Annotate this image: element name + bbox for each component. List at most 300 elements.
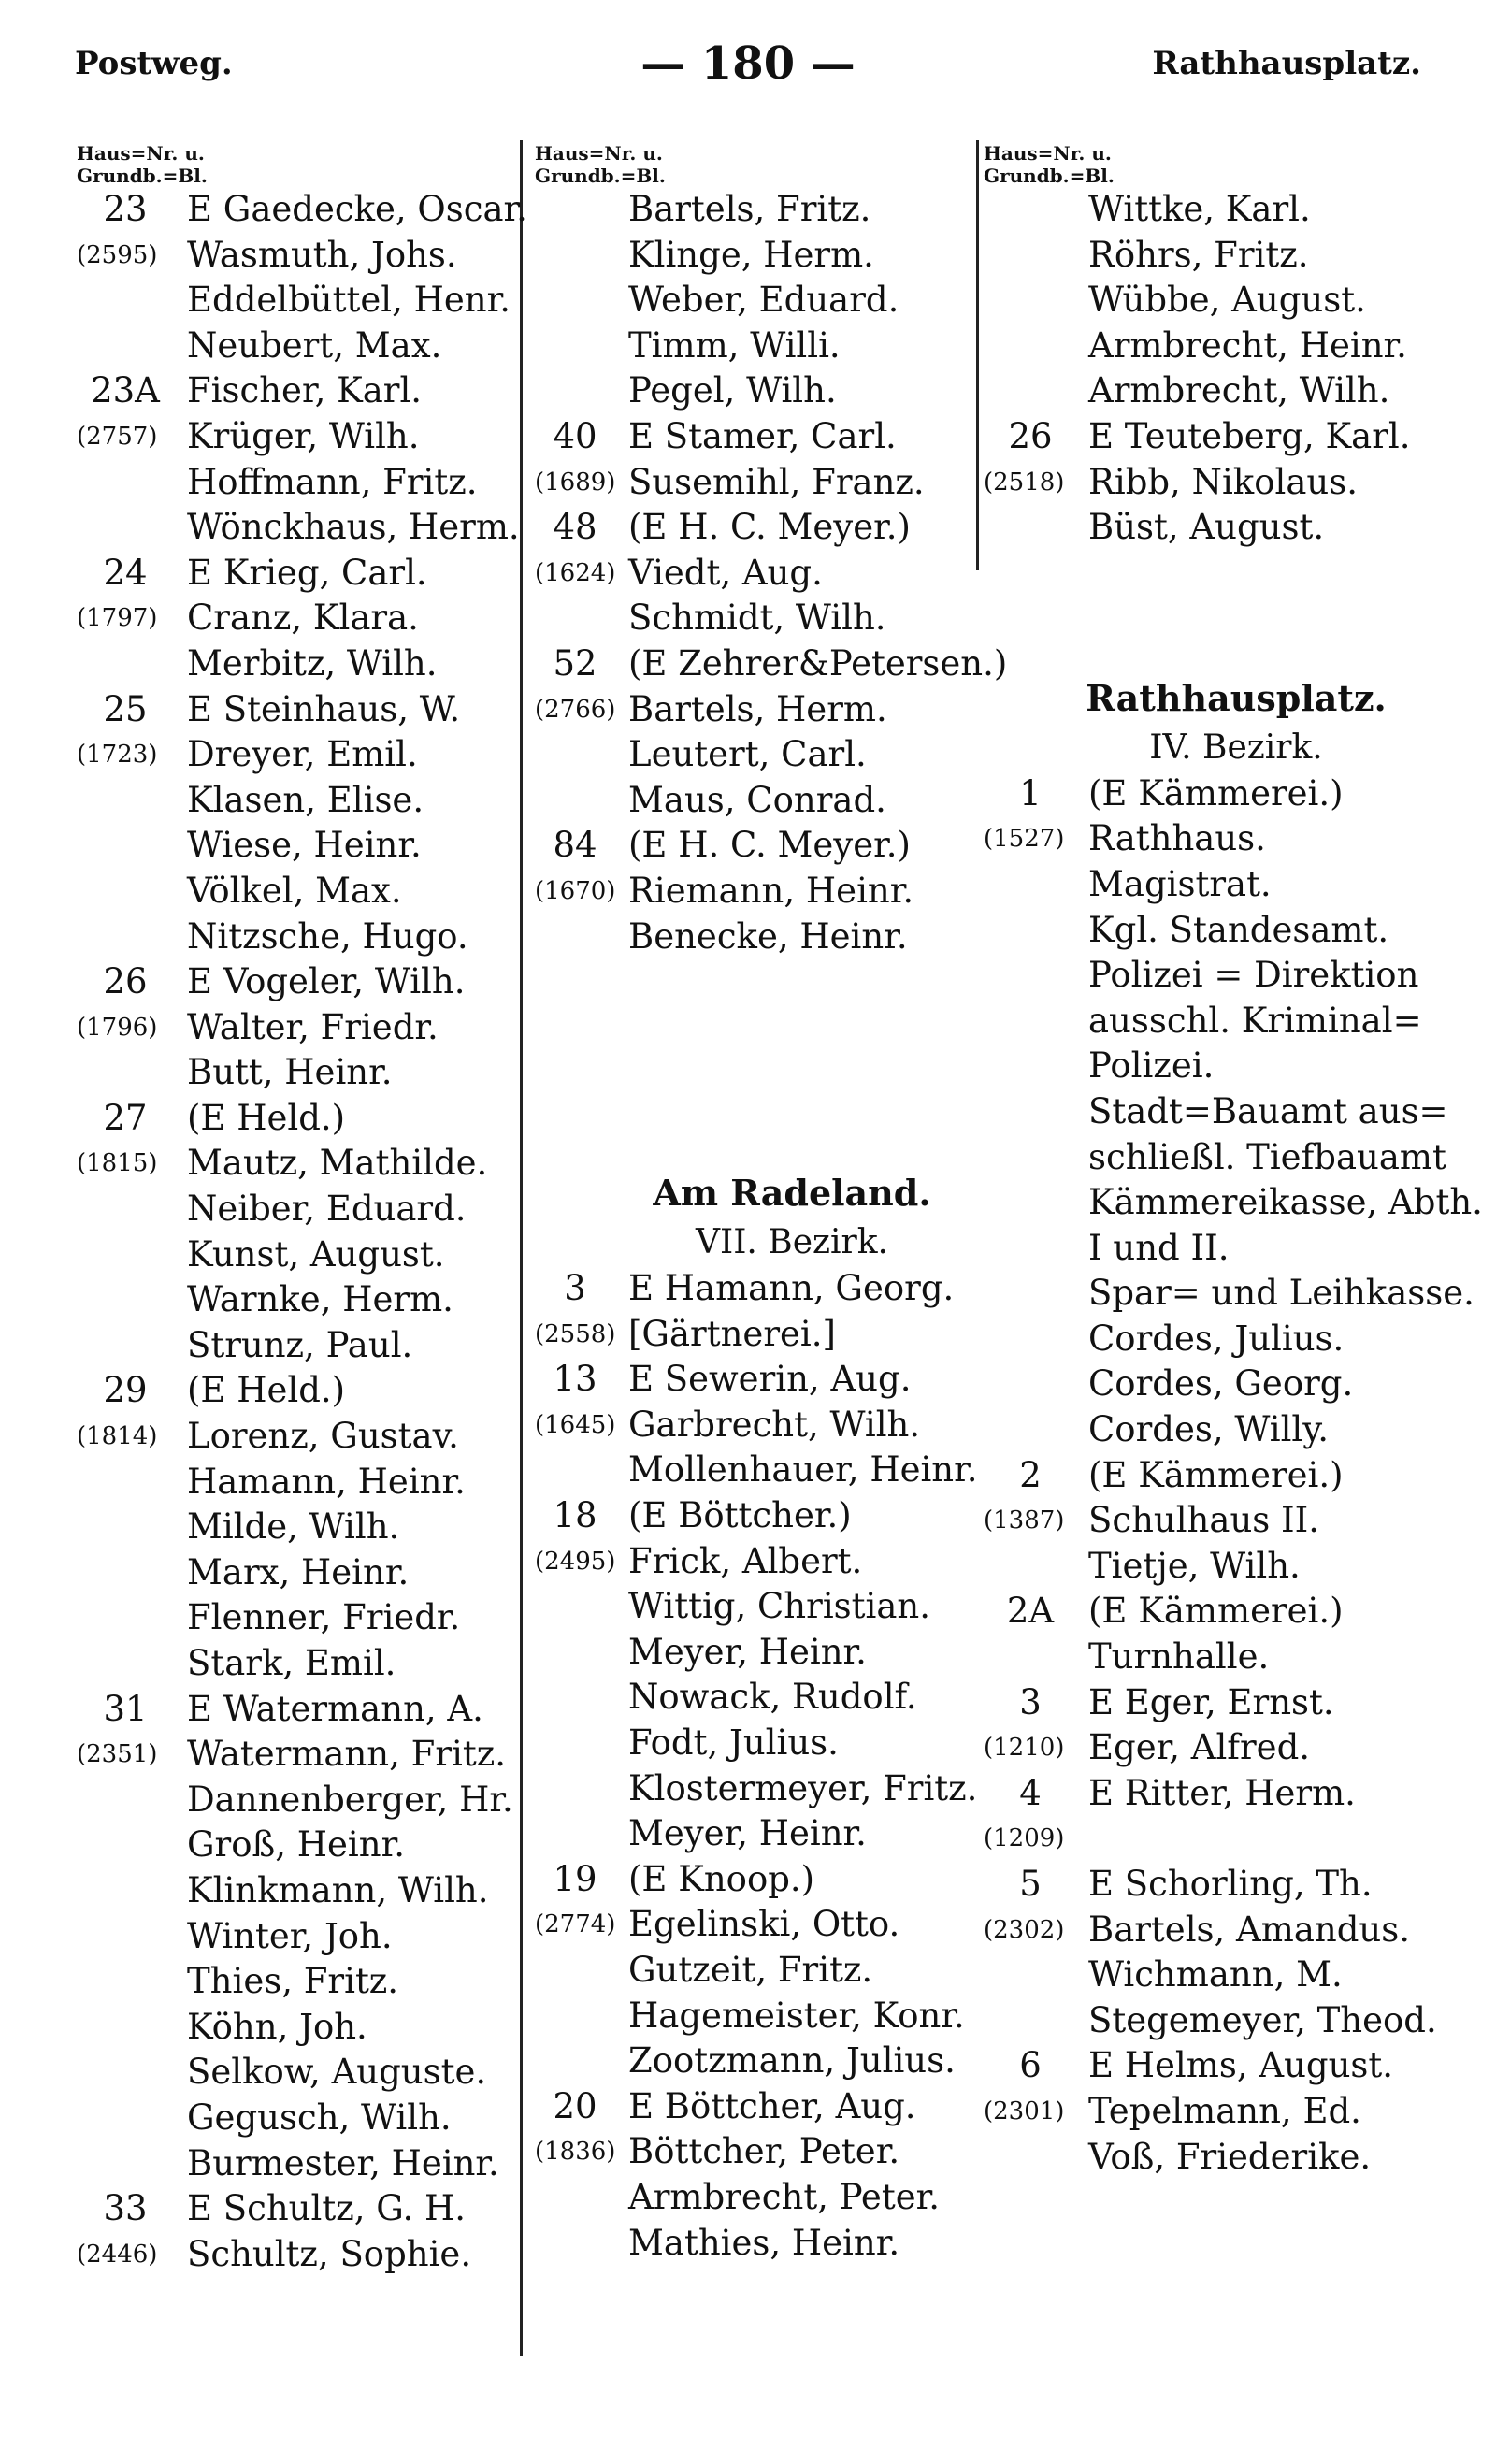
street-heading: Am Radeland. bbox=[653, 1172, 931, 1215]
page-number: — 180 — bbox=[640, 37, 856, 90]
list-item bbox=[77, 1460, 525, 1506]
list-item bbox=[535, 1766, 984, 1812]
list-item bbox=[77, 1823, 525, 1868]
list-item bbox=[535, 1448, 984, 1493]
resident-entry: E Schorling, Th. bbox=[1088, 1864, 1373, 1904]
resident-entry: Watermann, Fritz. bbox=[187, 1734, 506, 1775]
resident-entry: E Sewerin, Aug. bbox=[628, 1359, 912, 1400]
house-number: 3 bbox=[1019, 1681, 1042, 1722]
list-item bbox=[535, 687, 984, 733]
list-item bbox=[984, 1635, 1460, 1680]
resident-entry: Armbrecht, Wilh. bbox=[1088, 370, 1390, 411]
resident-entry: Rathhaus. bbox=[1088, 818, 1266, 859]
resident-entry: E Gaedecke, Oscar. bbox=[187, 189, 527, 229]
list-item bbox=[77, 641, 525, 687]
list-item bbox=[984, 233, 1460, 279]
land-register-number: (2446) bbox=[77, 2240, 158, 2269]
list-item bbox=[984, 862, 1460, 908]
list-item bbox=[984, 953, 1460, 999]
resident-entry: Garbrecht, Wilh. bbox=[628, 1404, 921, 1445]
resident-entry: Selkow, Auguste. bbox=[187, 2052, 487, 2093]
resident-entry: Fischer, Karl. bbox=[187, 370, 423, 411]
list-item bbox=[535, 1312, 984, 1358]
house-number: 4 bbox=[1019, 1772, 1042, 1813]
list-item bbox=[77, 1096, 525, 1142]
list-item bbox=[984, 1498, 1460, 1544]
list-item bbox=[77, 869, 525, 915]
resident-entry: (E Held.) bbox=[187, 1370, 346, 1411]
resident-entry: Gegusch, Wilh. bbox=[187, 2097, 452, 2138]
list-item bbox=[535, 233, 984, 279]
resident-entry: Klostermeyer, Fritz. bbox=[628, 1767, 978, 1808]
list-item bbox=[77, 915, 525, 960]
resident-entry: Hamann, Heinr. bbox=[187, 1461, 466, 1502]
resident-entry: Fodt, Julius. bbox=[628, 1722, 839, 1764]
resident-entry: Klinge, Herm. bbox=[628, 234, 874, 275]
resident-entry: schließl. Tiefbauamt bbox=[1088, 1136, 1446, 1177]
list-item bbox=[984, 1135, 1460, 1181]
house-number: 29 bbox=[103, 1370, 148, 1411]
house-number: 40 bbox=[553, 415, 597, 456]
resident-entry: Benecke, Heinr. bbox=[628, 915, 908, 957]
house-number: 6 bbox=[1019, 2045, 1042, 2086]
resident-entry: E Schultz, G. H. bbox=[187, 2188, 467, 2229]
header-left-street: Postweg. bbox=[75, 45, 233, 82]
resident-entry: (E H. C. Meyer.) bbox=[628, 507, 911, 548]
land-register-number: (2351) bbox=[77, 1740, 158, 1769]
resident-entry: Egelinski, Otto. bbox=[628, 1904, 900, 1945]
land-register-number: (1624) bbox=[535, 558, 616, 587]
list-item bbox=[984, 816, 1460, 862]
house-number: 19 bbox=[553, 1858, 597, 1899]
list-item bbox=[77, 187, 525, 233]
resident-entry: Hoffmann, Fritz. bbox=[187, 461, 478, 502]
resident-entry: Wasmuth, Johs. bbox=[187, 234, 457, 275]
house-number: 26 bbox=[103, 961, 148, 1002]
list-item bbox=[984, 771, 1460, 817]
resident-entry: Bartels, Amandus. bbox=[1088, 1909, 1411, 1950]
list-item bbox=[984, 1271, 1474, 1317]
land-register-number: (2595) bbox=[77, 240, 158, 269]
list-item bbox=[984, 1680, 1460, 1726]
house-number: 3 bbox=[564, 1268, 586, 1309]
list-item bbox=[77, 1641, 525, 1687]
resident-entry: Burmester, Heinr. bbox=[187, 2142, 499, 2183]
land-register-number: (1814) bbox=[77, 1422, 158, 1451]
resident-entry: Flenner, Friedr. bbox=[187, 1597, 461, 1638]
land-register-number: (1689) bbox=[535, 468, 616, 497]
resident-entry: Susemihl, Franz. bbox=[628, 461, 925, 502]
list-item bbox=[77, 1732, 525, 1778]
resident-entry: E Eger, Ernst. bbox=[1088, 1681, 1334, 1722]
land-register-number: (1210) bbox=[984, 1734, 1065, 1763]
list-item bbox=[77, 460, 525, 506]
house-number: 84 bbox=[553, 825, 597, 866]
resident-entry: Dannenberger, Hr. bbox=[187, 1779, 513, 1820]
list-item bbox=[535, 505, 984, 551]
list-item bbox=[535, 778, 984, 824]
resident-entry: [Gärtnerei.] bbox=[628, 1313, 836, 1354]
resident-entry: E Stamer, Carl. bbox=[628, 415, 897, 456]
list-item bbox=[984, 908, 1460, 954]
list-item bbox=[535, 1493, 984, 1539]
house-number: 31 bbox=[103, 1688, 148, 1729]
list-item bbox=[535, 187, 984, 233]
resident-entry: Stark, Emil. bbox=[187, 1643, 396, 1683]
resident-entry: Ribb, Nikolaus. bbox=[1088, 461, 1358, 502]
list-item bbox=[984, 1771, 1460, 1817]
list-item bbox=[535, 1357, 984, 1403]
resident-entry: Köhn, Joh. bbox=[187, 2006, 367, 2047]
list-item bbox=[77, 1050, 525, 1096]
resident-entry: Neubert, Max. bbox=[187, 324, 442, 366]
resident-entry: Schulhaus II. bbox=[1088, 1500, 1320, 1541]
list-item bbox=[77, 1914, 525, 1960]
list-item bbox=[984, 187, 1460, 233]
list-item bbox=[984, 1544, 1460, 1590]
column-3 bbox=[984, 142, 1483, 2180]
resident-entry: Wichmann, M. bbox=[1088, 1954, 1343, 1996]
land-register-number: (2302) bbox=[984, 1915, 1065, 1944]
house-number: 24 bbox=[103, 552, 148, 593]
resident-entry: Armbrecht, Heinr. bbox=[1088, 324, 1407, 366]
resident-entry: Wittke, Karl. bbox=[1088, 189, 1311, 229]
list-item bbox=[77, 1323, 525, 1369]
land-register-number: (1670) bbox=[535, 876, 616, 905]
district-label: VII. Bezirk. bbox=[695, 1223, 889, 1262]
list-item bbox=[535, 1811, 984, 1857]
resident-entry: Meyer, Heinr. bbox=[628, 1631, 867, 1672]
list-item bbox=[535, 2129, 984, 2175]
list-item bbox=[535, 414, 984, 460]
resident-entry: Wönckhaus, Herm. bbox=[187, 507, 520, 548]
resident-entry: Büst, August. bbox=[1088, 507, 1325, 548]
resident-entry: Stadt=Bauamt aus= bbox=[1088, 1090, 1448, 1131]
resident-entry: ausschl. Kriminal= bbox=[1088, 1000, 1422, 1041]
resident-entry: Nitzsche, Hugo. bbox=[187, 915, 468, 957]
resident-entry: Magistrat. bbox=[1088, 863, 1272, 904]
list-item bbox=[984, 1908, 1460, 1953]
list-item bbox=[535, 460, 984, 506]
list-item bbox=[984, 1317, 1460, 1362]
list-item bbox=[535, 1539, 984, 1585]
list-item bbox=[77, 1368, 525, 1414]
list-item bbox=[77, 1277, 525, 1323]
resident-entry: Mathies, Heinr. bbox=[628, 2222, 900, 2263]
list-item bbox=[77, 1687, 525, 1733]
list-item bbox=[77, 732, 525, 778]
resident-entry: Walter, Friedr. bbox=[187, 1006, 439, 1047]
resident-entry: (E Zehrer&Petersen.) bbox=[628, 642, 1008, 684]
resident-entry: Merbitz, Wilh. bbox=[187, 642, 438, 684]
resident-entry: Butt, Heinr. bbox=[187, 1052, 393, 1093]
land-register-number: (1209) bbox=[984, 1824, 1065, 1853]
list-item bbox=[77, 823, 525, 869]
list-item bbox=[984, 1407, 1460, 1453]
resident-entry: Viedt, Aug. bbox=[628, 552, 823, 593]
list-item bbox=[535, 1266, 984, 1312]
list-item bbox=[535, 1902, 984, 1948]
land-register-number: (1387) bbox=[984, 1506, 1065, 1535]
resident-entry: E Helms, August. bbox=[1088, 2045, 1394, 2086]
resident-entry: Nowack, Rudolf. bbox=[628, 1677, 917, 1718]
list-item bbox=[77, 1868, 525, 1914]
resident-entry: (E H. C. Meyer.) bbox=[628, 825, 911, 866]
resident-entry: Thies, Fritz. bbox=[187, 1961, 399, 2002]
resident-entry: Timm, Willi. bbox=[628, 324, 841, 366]
list-item bbox=[984, 999, 1460, 1045]
resident-entry: Stegemeyer, Theod. bbox=[1088, 1999, 1437, 2040]
list-item bbox=[535, 596, 984, 641]
resident-entry: E Böttcher, Aug. bbox=[628, 2085, 916, 2126]
land-register-number: (1797) bbox=[77, 604, 158, 633]
land-register-number: (1527) bbox=[984, 825, 1065, 854]
house-number: 23A bbox=[91, 370, 160, 411]
resident-entry: Spar= und Leihkasse. bbox=[1088, 1273, 1474, 1314]
list-item bbox=[984, 2089, 1460, 2135]
list-item bbox=[984, 278, 1460, 324]
house-number: 5 bbox=[1019, 1864, 1042, 1904]
list-item bbox=[77, 2005, 525, 2051]
resident-entry: Mollenhauer, Heinr. bbox=[628, 1449, 978, 1491]
resident-entry: Wiese, Heinr. bbox=[187, 825, 422, 866]
list-item bbox=[77, 687, 525, 733]
list-item bbox=[77, 1414, 525, 1460]
resident-entry: Voß, Friederike. bbox=[1088, 2136, 1372, 2177]
district-label: IV. Bezirk. bbox=[1149, 728, 1323, 767]
resident-entry: Riemann, Heinr. bbox=[628, 870, 914, 911]
list-item bbox=[535, 324, 984, 369]
land-register-number: (1723) bbox=[77, 741, 158, 770]
list-item bbox=[984, 324, 1460, 369]
column-2 bbox=[535, 142, 1008, 2266]
list-item bbox=[535, 1630, 984, 1676]
resident-entry: Leutert, Carl. bbox=[628, 734, 867, 775]
column-heading: Haus=Nr. u. Grundb.=Bl. bbox=[77, 142, 208, 187]
list-item bbox=[77, 368, 525, 414]
list-item bbox=[984, 2135, 1460, 2181]
resident-entry: Kgl. Standesamt. bbox=[1088, 909, 1389, 950]
street-heading: Rathhausplatz. bbox=[1086, 676, 1387, 719]
resident-entry: E Steinhaus, W. bbox=[187, 688, 461, 729]
resident-entry: Turnhalle. bbox=[1088, 1636, 1270, 1678]
list-item bbox=[984, 1998, 1460, 2044]
resident-entry: Pegel, Wilh. bbox=[628, 370, 837, 411]
list-item bbox=[984, 505, 1460, 551]
resident-entry: Warnke, Herm. bbox=[187, 1279, 453, 1320]
house-number: 23 bbox=[103, 189, 148, 229]
list-item bbox=[984, 1725, 1460, 1771]
list-item bbox=[77, 324, 525, 369]
house-number: 2A bbox=[1006, 1591, 1055, 1632]
list-item bbox=[77, 1141, 525, 1187]
resident-entry: Schmidt, Wilh. bbox=[628, 598, 886, 639]
house-number: 18 bbox=[553, 1495, 597, 1536]
resident-entry: Kämmereikasse, Abth. bbox=[1088, 1182, 1483, 1223]
list-item bbox=[535, 1857, 984, 1903]
resident-entry: Cranz, Klara. bbox=[187, 598, 419, 639]
resident-entry: Bartels, Herm. bbox=[628, 688, 887, 729]
resident-entry: Polizei = Direktion bbox=[1088, 955, 1419, 996]
house-number: 48 bbox=[553, 507, 597, 548]
resident-entry: (E Held.) bbox=[187, 1097, 346, 1138]
resident-entry: Maus, Conrad. bbox=[628, 779, 886, 820]
resident-entry: (E Kämmerei.) bbox=[1088, 1454, 1344, 1495]
resident-entry: Schultz, Sophie. bbox=[187, 2233, 472, 2274]
land-register-number: (1815) bbox=[77, 1149, 158, 1178]
house-number: 26 bbox=[1008, 415, 1053, 456]
resident-entry: (E Böttcher.) bbox=[628, 1495, 852, 1536]
list-item bbox=[77, 1778, 525, 1823]
list-item bbox=[77, 551, 525, 597]
list-item bbox=[77, 278, 525, 324]
resident-entry: Krüger, Wilh. bbox=[187, 415, 420, 456]
house-number: 27 bbox=[103, 1097, 148, 1138]
land-register-number: (2757) bbox=[77, 422, 158, 451]
list-item bbox=[77, 1005, 525, 1051]
resident-entry: (E Kämmerei.) bbox=[1088, 772, 1344, 814]
resident-entry: Eger, Alfred. bbox=[1088, 1727, 1311, 1768]
resident-entry: Wübbe, August. bbox=[1088, 280, 1366, 321]
resident-entry: (E Kämmerei.) bbox=[1088, 1591, 1344, 1632]
list-item bbox=[77, 778, 525, 824]
list-item bbox=[984, 368, 1460, 414]
list-item bbox=[77, 1595, 525, 1641]
list-item bbox=[984, 414, 1460, 460]
resident-entry: Winter, Joh. bbox=[187, 1915, 393, 1956]
list-item bbox=[535, 2039, 984, 2084]
list-item bbox=[535, 1948, 984, 1994]
resident-entry: Frick, Albert. bbox=[628, 1540, 863, 1581]
list-item bbox=[77, 959, 525, 1005]
resident-entry: Eddelbüttel, Henr. bbox=[187, 280, 511, 321]
list-item bbox=[535, 2175, 984, 2221]
list-item bbox=[984, 1226, 1460, 1272]
house-number: 13 bbox=[553, 1359, 597, 1400]
land-register-number: (1645) bbox=[535, 1410, 616, 1439]
column-heading: Haus=Nr. u. Grundb.=Bl. bbox=[984, 142, 1115, 187]
resident-entry: Dreyer, Emil. bbox=[187, 734, 418, 775]
list-item bbox=[77, 1959, 525, 2005]
resident-entry: I und II. bbox=[1088, 1227, 1230, 1268]
list-item bbox=[535, 551, 984, 597]
resident-entry: Meyer, Heinr. bbox=[628, 1813, 867, 1854]
list-item bbox=[984, 460, 1460, 506]
land-register-number: (2518) bbox=[984, 468, 1065, 497]
list-item bbox=[984, 1089, 1460, 1135]
resident-entry: Wittig, Christian. bbox=[628, 1586, 930, 1627]
house-number: 52 bbox=[553, 642, 597, 684]
list-item bbox=[984, 1862, 1460, 1908]
resident-entry: Röhrs, Fritz. bbox=[1088, 234, 1309, 275]
resident-entry: Tietje, Wilh. bbox=[1088, 1545, 1301, 1586]
resident-entry: Klinkmann, Wilh. bbox=[187, 1869, 489, 1910]
list-item bbox=[535, 732, 984, 778]
list-item bbox=[984, 1816, 1460, 1862]
list-item bbox=[77, 233, 525, 279]
resident-entry: Cordes, Georg. bbox=[1088, 1363, 1354, 1405]
list-item bbox=[535, 1994, 984, 2039]
resident-entry: Weber, Eduard. bbox=[628, 280, 899, 321]
resident-entry: Zootzmann, Julius. bbox=[628, 2040, 956, 2082]
list-item bbox=[535, 1721, 984, 1766]
resident-entry: Klasen, Elise. bbox=[187, 779, 424, 820]
list-item bbox=[535, 1403, 984, 1448]
resident-entry: Völkel, Max. bbox=[187, 870, 402, 911]
header-right-street: Rathhausplatz. bbox=[1152, 45, 1421, 82]
resident-entry: Strunz, Paul. bbox=[187, 1324, 413, 1365]
resident-entry: E Krieg, Carl. bbox=[187, 552, 427, 593]
resident-entry: Marx, Heinr. bbox=[187, 1551, 410, 1592]
land-register-number: (1796) bbox=[77, 1013, 158, 1042]
resident-entry: Groß, Heinr. bbox=[187, 1824, 405, 1866]
list-item bbox=[984, 1044, 1460, 1089]
list-item bbox=[535, 823, 984, 869]
resident-entry: Tepelmann, Ed. bbox=[1088, 2090, 1361, 2131]
list-item bbox=[77, 2232, 525, 2278]
resident-entry: E Teuteberg, Karl. bbox=[1088, 415, 1411, 456]
land-register-number: (2558) bbox=[535, 1319, 616, 1348]
resident-entry: E Hamann, Georg. bbox=[628, 1268, 955, 1309]
list-item bbox=[77, 2141, 525, 2187]
resident-entry: Bartels, Fritz. bbox=[628, 189, 871, 229]
resident-entry: Gutzeit, Fritz. bbox=[628, 1950, 873, 1990]
resident-entry: Milde, Wilh. bbox=[187, 1506, 400, 1548]
house-number: 33 bbox=[103, 2188, 148, 2229]
list-item bbox=[77, 1550, 525, 1596]
house-number: 20 bbox=[553, 2085, 597, 2126]
resident-entry: Armbrecht, Peter. bbox=[628, 2176, 940, 2217]
list-item bbox=[984, 1589, 1460, 1635]
list-item bbox=[984, 1453, 1460, 1499]
list-item bbox=[77, 2050, 525, 2096]
resident-entry: E Watermann, A. bbox=[187, 1688, 483, 1729]
list-item bbox=[77, 2096, 525, 2141]
list-item bbox=[77, 1232, 525, 1278]
list-item bbox=[535, 2221, 984, 2267]
resident-entry: E Ritter, Herm. bbox=[1088, 1772, 1356, 1813]
list-item bbox=[535, 368, 984, 414]
land-register-number: (2774) bbox=[535, 1910, 616, 1939]
resident-entry: Böttcher, Peter. bbox=[628, 2131, 900, 2172]
list-item bbox=[984, 1362, 1460, 1407]
list-item bbox=[984, 2043, 1460, 2089]
list-item bbox=[77, 596, 525, 641]
column-1 bbox=[77, 142, 525, 2277]
resident-entry: Polizei. bbox=[1088, 1045, 1215, 1087]
house-number: 1 bbox=[1019, 772, 1042, 814]
list-item bbox=[535, 915, 984, 960]
list-item bbox=[77, 505, 525, 551]
list-item bbox=[535, 2084, 984, 2130]
resident-entry: Kunst, August. bbox=[187, 1233, 445, 1275]
list-item bbox=[535, 869, 984, 915]
resident-entry: E Vogeler, Wilh. bbox=[187, 961, 466, 1002]
resident-entry: (E Knoop.) bbox=[628, 1858, 815, 1899]
resident-entry: Cordes, Julius. bbox=[1088, 1318, 1345, 1359]
list-item bbox=[535, 1675, 984, 1721]
resident-entry: Lorenz, Gustav. bbox=[187, 1416, 459, 1457]
list-item bbox=[984, 1180, 1483, 1226]
land-register-number: (2495) bbox=[535, 1547, 616, 1576]
resident-entry: Cordes, Willy. bbox=[1088, 1409, 1329, 1450]
resident-entry: Hagemeister, Konr. bbox=[628, 1995, 965, 2036]
list-item bbox=[984, 1952, 1460, 1998]
list-item bbox=[77, 1187, 525, 1232]
land-register-number: (2301) bbox=[984, 2097, 1065, 2125]
list-item bbox=[77, 1505, 525, 1550]
resident-entry: Neiber, Eduard. bbox=[187, 1189, 467, 1230]
